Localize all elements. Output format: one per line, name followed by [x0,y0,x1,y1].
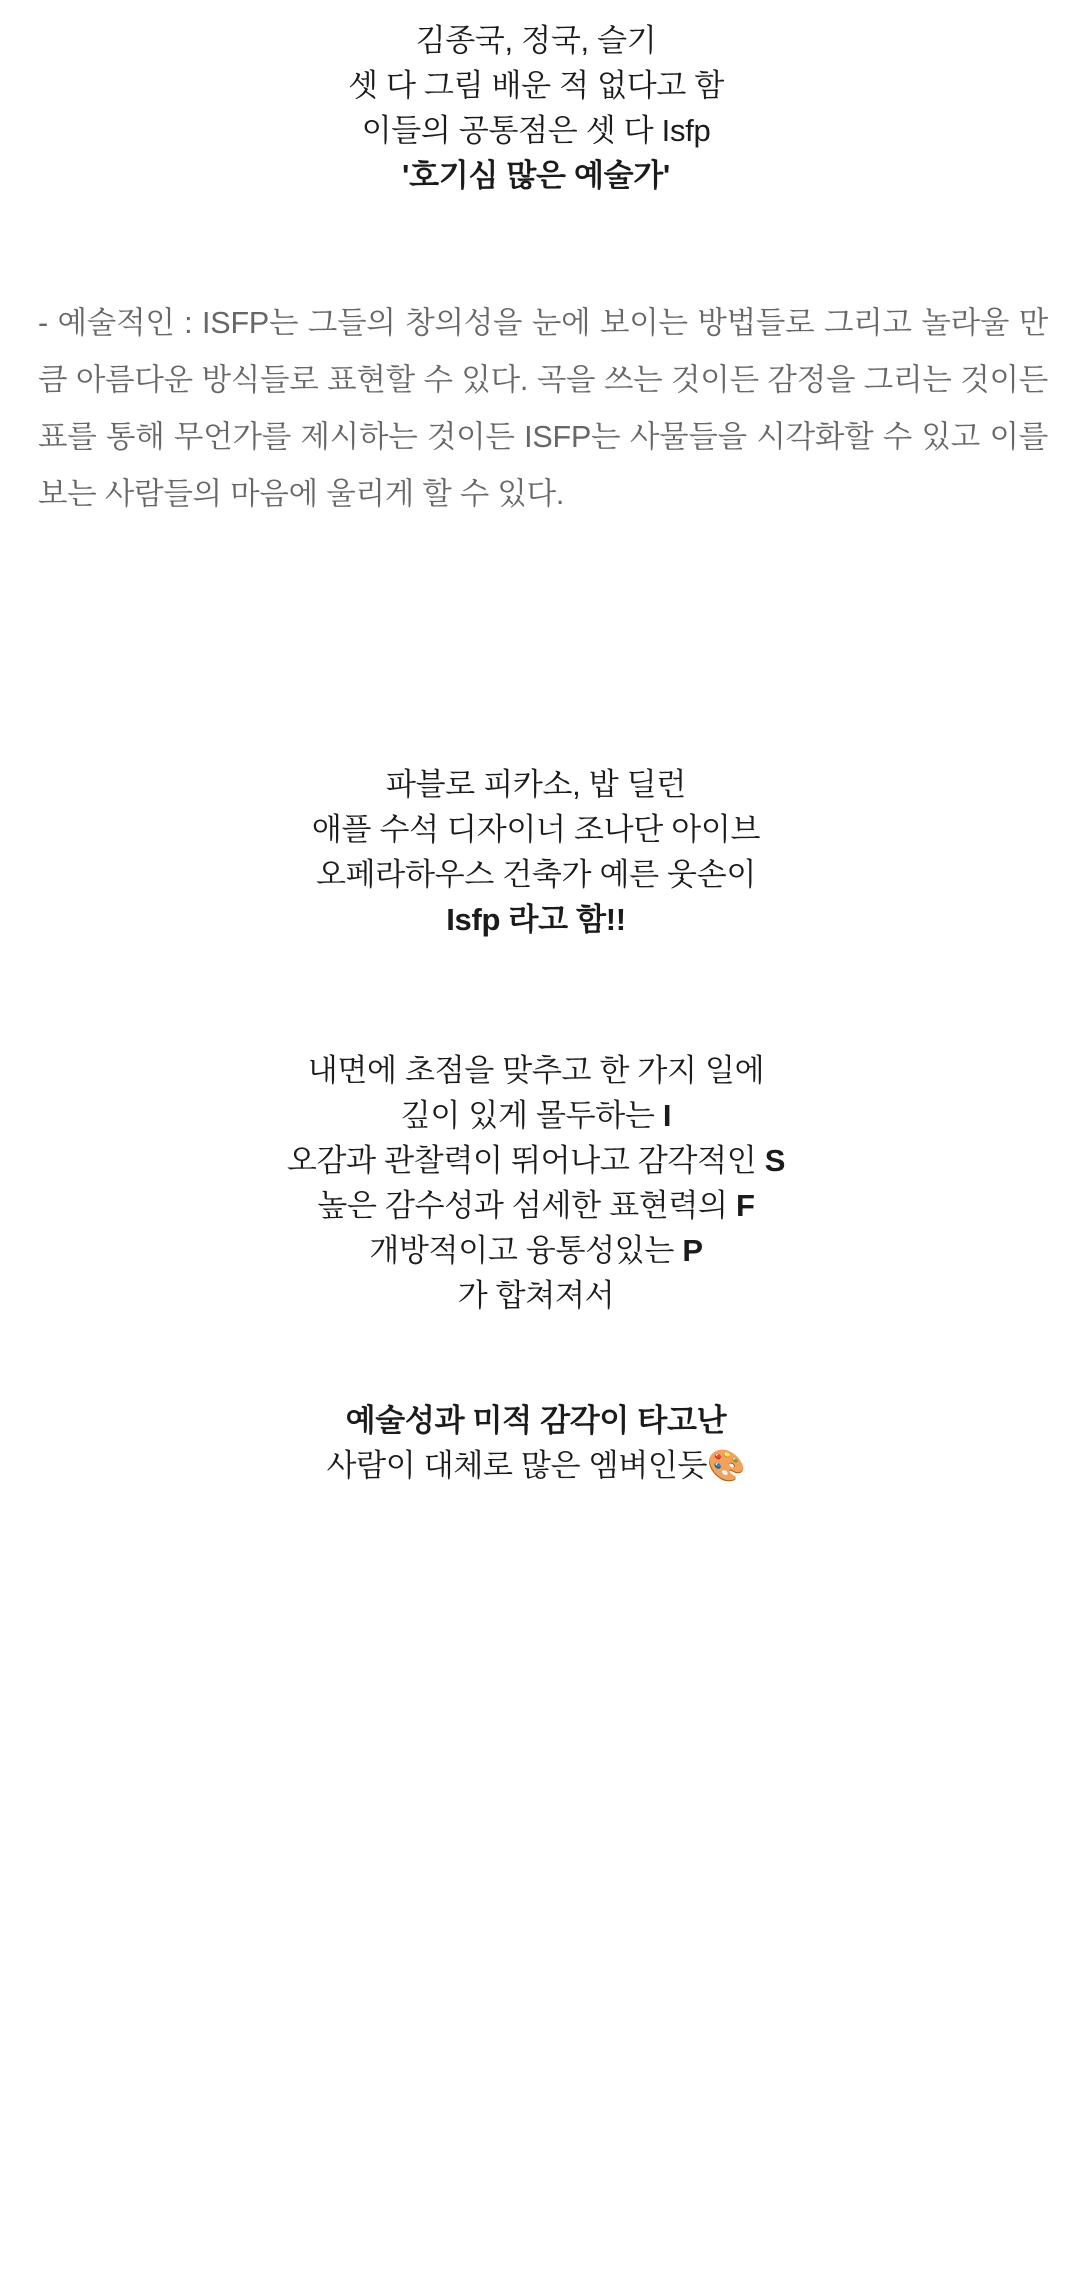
palette-icon: 🎨 [707,1448,746,1483]
definition-block [0,295,1072,523]
letters-line-6 [0,1273,1072,1318]
letters-line-3 [0,1138,1072,1183]
letters-text-3: 오감과 관찰력이 뛰어나고 감각적인 [286,1143,765,1178]
letters-line-4 [0,1183,1072,1228]
closing-block [0,1398,1072,1488]
people-line-2: 애플 수석 디자이너 조나단 아이브 [311,812,761,847]
people-line-3: 오페라하우스 건축가 예른 웃손이 [316,857,756,892]
letters-text-1: 내면에 초점을 맞추고 한 가지 일에 [307,1053,765,1088]
letters-line-5 [0,1228,1072,1273]
intro-line-1: 김종국, 정국, 슬기 [415,23,657,58]
letters-text-2: 깊이 있게 몰두하는 [400,1098,663,1133]
people-line-4: Isfp 라고 함!! [446,902,626,937]
closing-line-plain [0,1443,1072,1488]
letters-text-6: 가 합쳐져서 [457,1278,615,1313]
letters-letter-5: P [682,1233,703,1268]
letters-line-1 [0,1048,1072,1093]
letters-text-4: 높은 감수성과 섬세한 표현력의 [317,1188,736,1223]
letters-letter-3: S [764,1143,786,1178]
letters-block [0,1048,1072,1318]
people-block [0,762,1072,942]
closing-line-bold: 예술성과 미적 감각이 타고난 [345,1403,727,1438]
letters-letter-2: I [662,1098,672,1133]
definition-paragraph: - 예술적인 : ISFP는 그들의 창의성을 눈에 보이는 방법들로 그리고 놀라울 만큼 아름다운 방식들로 표현할 수 있다. 곡을 쓰는 것이든 감정을 그리는 것이든 표를 통해 무언가를 제시하는 것이든 ISFP는 사물들을 시각화할 수 있고 이를 보는 사람들의 마음에 울리게 할 수 있다. [38,306,1048,511]
closing-text: 사람이 대체로 많은 엠벼인듯 [326,1448,708,1483]
intro-line-2: 셋 다 그림 배운 적 없다고 함 [348,68,724,103]
intro-line-3: 이들의 공통점은 셋 다 Isfp [361,113,711,148]
letters-letter-4: F [736,1188,755,1223]
letters-line-2 [0,1093,1072,1138]
intro-block [0,0,1072,198]
intro-line-4: '호기심 많은 예술가' [402,158,670,193]
people-line-1: 파블로 피카소, 밥 딜런 [385,767,687,802]
letters-text-5: 개방적이고 융통성있는 [369,1233,683,1268]
